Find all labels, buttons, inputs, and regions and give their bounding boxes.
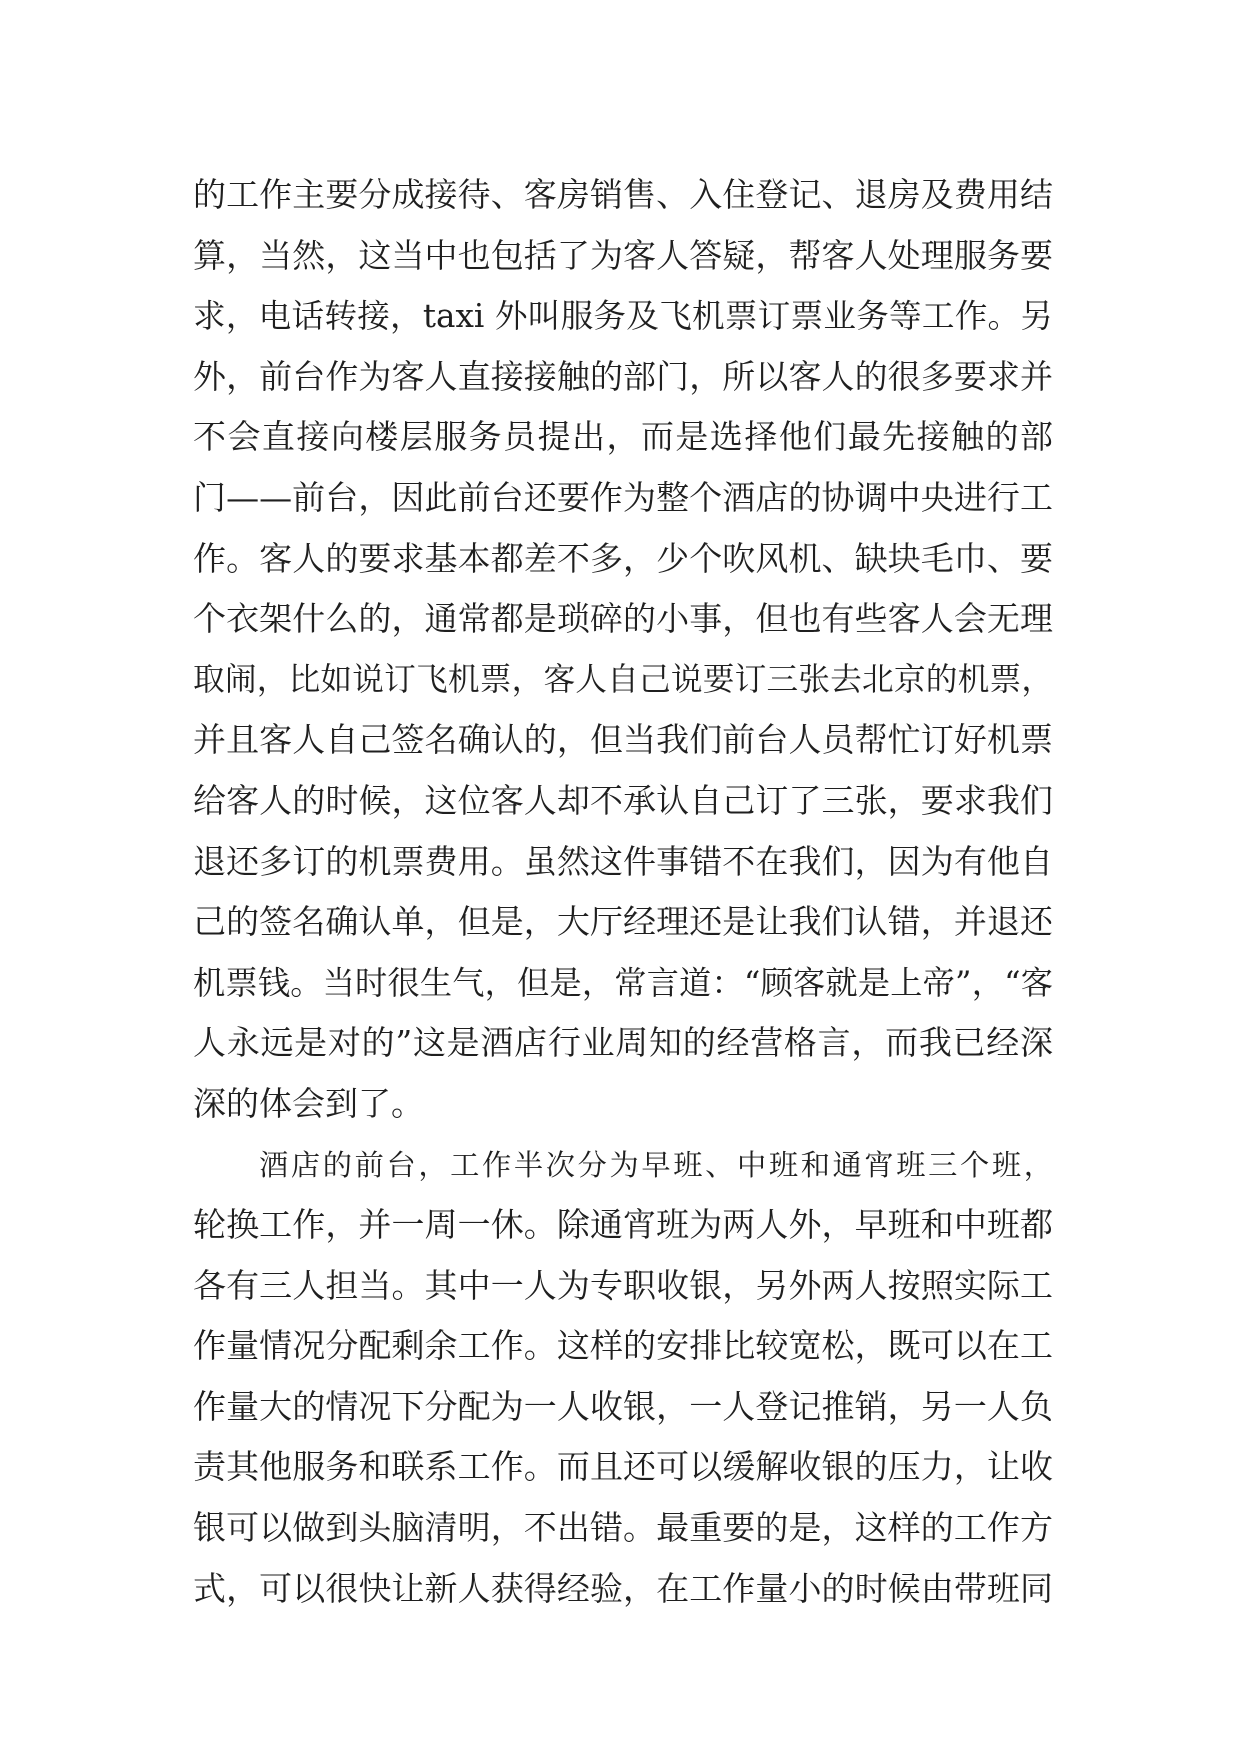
text-line: 不会直接向楼层服务员提出，而是选择他们最先接触的部 <box>193 417 1053 457</box>
text-line: 作量大的情况下分配为一人收银，一人登记推销，另一人负 <box>193 1386 1053 1426</box>
text-line: 机票钱。当时很生气，但是，常言道：“顾客就是上帝”，“客 <box>193 963 1053 1002</box>
text-line: 式，可以很快让新人获得经验，在工作量小的时候由带班同 <box>193 1568 1053 1608</box>
text-line: 取闹，比如说订飞机票，客人自己说要订三张去北京的机票， <box>193 661 1053 698</box>
text-line: 门——前台，因此前台还要作为整个酒店的协调中央进行工 <box>193 477 1053 517</box>
text-line: 责其他服务和联系工作。而且还可以缓解收银的压力，让收 <box>193 1447 1053 1487</box>
text-line: 人永远是对的”这是酒店行业周知的经营格言，而我已经深 <box>193 1023 1053 1063</box>
text-line: 酒店的前台，工作半次分为早班、中班和通宵班三个班， <box>259 1147 1053 1182</box>
text-line: 轮换工作，并一周一休。除通宵班为两人外，早班和中班都 <box>193 1205 1053 1245</box>
text-line: 己的签名确认单，但是，大厅经理还是让我们认错，并退还 <box>193 902 1053 942</box>
text-line: 的工作主要分成接待、客房销售、入住登记、退房及费用结 <box>193 175 1053 214</box>
text-line: 给客人的时候，这位客人却不承认自己订了三张，要求我们 <box>193 780 1053 820</box>
document-body <box>193 165 1053 1619</box>
text-line: 各有三人担当。其中一人为专职收银，另外两人按照实际工 <box>193 1265 1053 1305</box>
text-line: 外，前台作为客人直接接触的部门，所以客人的很多要求并 <box>193 356 1053 396</box>
text-line: 个衣架什么的，通常都是琐碎的小事，但也有些客人会无理 <box>193 599 1053 639</box>
text-line: 深的体会到了。 <box>193 1083 424 1123</box>
text-line: 银可以做到头脑清明，不出错。最重要的是，这样的工作方 <box>193 1508 1053 1548</box>
text-line: 算，当然，这当中也包括了为客人答疑，帮客人处理服务要 <box>193 235 1053 275</box>
text-line: 并且客人自己签名确认的，但当我们前台人员帮忙订好机票 <box>193 720 1053 760</box>
text-line: 求，电话转接，taxi 外叫服务及飞机票订票业务等工作。另 <box>193 297 1053 336</box>
text-line: 作量情况分配剩余工作。这样的安排比较宽松，既可以在工 <box>193 1326 1053 1366</box>
text-line: 作。客人的要求基本都差不多，少个吹风机、缺块毛巾、要 <box>193 538 1053 578</box>
text-line: 退还多订的机票费用。虽然这件事错不在我们，因为有他自 <box>193 841 1053 881</box>
